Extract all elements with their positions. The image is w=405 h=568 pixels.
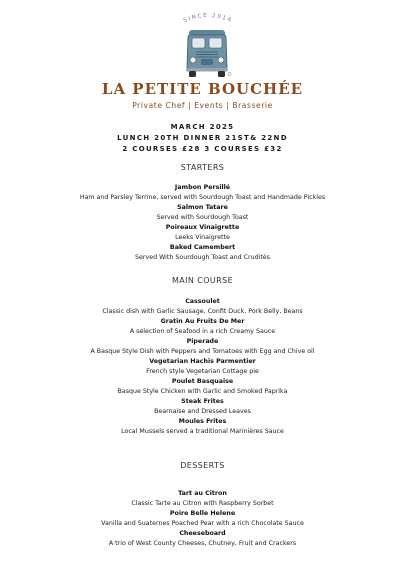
menu-item-description: Vanilla and Suaternes Poached Pear with a rich Chocolate Sauce — [101, 520, 304, 527]
menu-item-description: Local Mussels served a traditional Marinières Sauce — [121, 428, 284, 435]
since-text: SINCE 2014 — [182, 12, 234, 24]
menu-item-name: Baked Camembert — [169, 244, 236, 251]
menu-item-name: Salmon Tatare — [177, 204, 228, 211]
menu-item-description: Served With Sourdough Toast and Crudités — [135, 254, 270, 261]
menu-item-name: Steak Frites — [181, 398, 224, 405]
menu-item-description: Ham and Parsley Terrine, served with Sourdough Toast and Handmade Pickles — [79, 194, 326, 201]
menu-item-name: Moules Frites — [178, 418, 227, 425]
brand-tagline: Private Chef | Events | Brasserie — [132, 101, 273, 110]
menu-item-description: A Basque Style Dish with Peppers and Tomatoes with Egg and Chive oil — [90, 348, 315, 355]
menu-item-description: A selection of Seafood in a rich Creamy Sauce — [129, 328, 276, 335]
menu-item-name: Tart au Citron — [178, 490, 227, 497]
brand-name: LA PETITE BOUCHÉE — [101, 80, 304, 98]
menu-item-name: Poireaux Vinaigrette — [165, 224, 240, 231]
svg-text:SINCE 2014 — [183, 13, 233, 24]
menu-item-name: Poulet Basquaise — [171, 378, 234, 385]
menu-item-name: Vegetarian Hachis Parmentier — [149, 358, 256, 365]
menu-item-description: French style Vegetarian Cottage pie — [146, 368, 259, 375]
menu-item-description: Basque Style Chicken with Garlic and Smoked Paprika — [117, 388, 288, 395]
menu-item-name: Jambon Persillé — [174, 184, 231, 191]
section-title-starters: STARTERS — [180, 163, 225, 172]
food-truck-van-icon — [182, 27, 232, 79]
menu-item-description: Classic dish with Garlic Sausage, Confit Duck, Pork Belly, Beans — [102, 308, 303, 315]
menu-item-name: Piperade — [186, 338, 219, 345]
since-badge — [182, 8, 234, 24]
menu-item-name: Cassoulet — [185, 298, 220, 305]
menu-item-name: Poire Belle Helene — [169, 510, 236, 517]
menu-prices: 2 COURSES £28 3 COURSES £32 — [122, 145, 283, 153]
section-title-main-course: MAIN COURSE — [171, 276, 234, 285]
menu-item-description: Classic Tarte au Citron with Raspberry Sorbet — [131, 500, 274, 507]
menu-month: MARCH 2025 — [170, 123, 235, 131]
menu-item-description: A trio of West County Cheeses, Chutney, Fruit and Crackers — [108, 540, 297, 547]
menu-item-description: Leeks Vinaigrette — [175, 234, 230, 241]
menu-item-description: Served with Sourdough Toast — [156, 214, 249, 221]
section-title-desserts: DESSERTS — [180, 461, 225, 470]
menu-item-name: Gratin Au Fruits De Mer — [160, 318, 245, 325]
menu-dates: LUNCH 20TH DINNER 21ST& 22ND — [117, 134, 288, 142]
menu-item-description: Bearnaise and Dressed Leaves — [154, 408, 251, 415]
menu-item-name: Cheeseboard — [179, 530, 226, 537]
